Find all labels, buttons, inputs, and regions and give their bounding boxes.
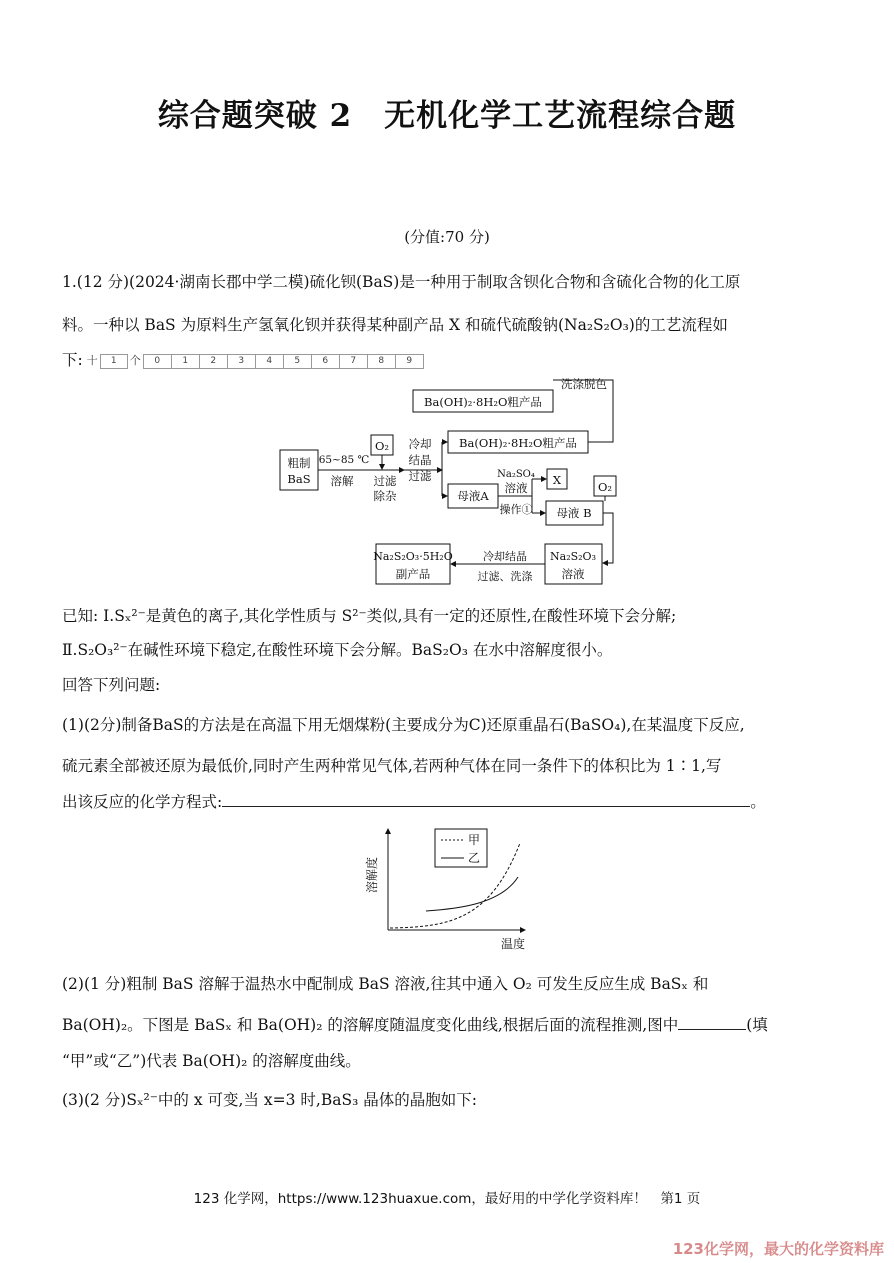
- p1-line3-wrap: [62, 790, 766, 812]
- label-temp: 65~85 ℃: [318, 454, 370, 466]
- p2-line1: (2)(1 分)粗制 BaS 溶解于温热水中配制成 BaS 溶液,往其中通入 O₂ 可发生反应生成 BaSₓ 和: [62, 975, 709, 993]
- label-product-1: Na₂S₂O₃·5H₂O: [373, 550, 453, 563]
- label-crude-bas-2: BaS: [287, 472, 311, 486]
- score-note: (分值:70 分): [404, 228, 490, 246]
- p2-line3: “甲”或“乙”)代表 Ba(OH)₂ 的溶解度曲线。: [62, 1052, 361, 1070]
- ruler-cell: 9: [395, 354, 424, 369]
- ruler-cell: 4: [255, 354, 284, 369]
- page-footer: 123 化学网，https://www.123huaxue.com，最好用的中学化学资料库！ 第1 页: [193, 1191, 701, 1207]
- label-x: X: [552, 473, 562, 487]
- q1-line1: 1.(12 分)(2024·湖南长郡中学二模)硫化钡(BaS)是一种用于制取含钡化合物和含硫化合物的化工原: [62, 273, 741, 291]
- q1-line3-wrap: [62, 348, 424, 370]
- watermark: 123化学网，最大的化学资料库: [672, 1240, 884, 1258]
- ruler-cell: 7: [339, 354, 368, 369]
- q1-line2: 料。一种以 BaS 为原料生产氢氧化钡并获得某种副产品 X 和硫代硫酸钠(Na₂S₂O₃)的工艺流程如: [62, 316, 728, 334]
- label-crude-product-mid: Ba(OH)₂·8H₂O粗产品: [459, 436, 577, 450]
- label-na2s2o3-2: 溶液: [561, 567, 585, 581]
- process-flow-diagram: [270, 378, 620, 590]
- label-solution: 溶液: [504, 481, 528, 495]
- label-product-2: 副产品: [395, 567, 431, 581]
- label-op1: 操作①: [499, 503, 533, 516]
- label-cool-3: 过滤: [408, 469, 432, 483]
- label-mother-a: 母液A: [457, 489, 489, 503]
- p2-line2a: Ba(OH)₂。下图是 BaSₓ 和 Ba(OH)₂ 的溶解度随温度变化曲线,根据后面的流程推测,图中: [62, 1016, 679, 1034]
- y-axis-label: 溶解度: [365, 856, 379, 894]
- curve-yi: [426, 877, 518, 911]
- p1-line1: (1)(2分)制备BaS的方法是在高温下用无烟煤粉(主要成分为C)还原重晶石(BaSO₄),在某温度下反应,: [62, 716, 745, 734]
- p1-end: 。: [750, 793, 766, 811]
- label-cool2-2: 过滤、洗涤: [477, 570, 533, 583]
- label-crude-bas-1: 粗制: [287, 456, 311, 470]
- ruler-cell: 2: [199, 354, 228, 369]
- x-axis-label: 温度: [501, 937, 526, 951]
- label-cool-1: 冷却: [408, 437, 432, 451]
- p3-line1: (3)(2 分)Sₓ²⁻中的 x 可变,当 x=3 时,BaS₃ 晶体的晶胞如下:: [62, 1091, 477, 1109]
- label-o2: O₂: [374, 439, 390, 453]
- label-o2b: O₂: [597, 480, 613, 494]
- answer-blank-equation[interactable]: [222, 806, 750, 807]
- q1-line3: 下:: [62, 351, 83, 369]
- legend-jia: 甲: [468, 833, 481, 847]
- ruler-cell: 十: [86, 353, 98, 367]
- label-cool2-1: 冷却结晶: [483, 550, 527, 563]
- ruler-cell: 3: [227, 354, 256, 369]
- p2-line2b: (填: [746, 1016, 768, 1034]
- ruler-cell: 5: [283, 354, 312, 369]
- p2-line2-wrap: [62, 1013, 768, 1035]
- ruler-cell: 6: [311, 354, 340, 369]
- answer-blank-curve[interactable]: [678, 1029, 746, 1030]
- ruler-cell: 1: [171, 354, 200, 369]
- label-cool-2: 结晶: [408, 453, 432, 467]
- ruler-cell: 个: [129, 353, 141, 367]
- p1-line2: 硫元素全部被还原为最低价,同时产生两种常见气体,若两种气体在同一条件下的体积比为 1∶1,写: [62, 757, 722, 775]
- label-na2s2o3-1: Na₂S₂O₃: [550, 550, 596, 563]
- solubility-graph: [360, 825, 535, 955]
- ruler-cell: 1: [100, 354, 128, 369]
- ruler-cell: 0: [143, 354, 172, 369]
- ruler-cell: 8: [367, 354, 396, 369]
- known-ii: Ⅱ.S₂O₃²⁻在碱性环境下稳定,在酸性环境下会分解。BaS₂O₃ 在水中溶解度很小。: [62, 641, 613, 659]
- label-na2so4: Na₂SO₄: [497, 469, 535, 480]
- digit-ruler: [85, 354, 424, 369]
- label-wash: 洗涤脱色: [561, 378, 607, 391]
- label-filter-2: 除杂: [373, 489, 397, 503]
- label-filter-1: 过滤: [373, 474, 397, 488]
- known-i: 已知: Ⅰ.Sₓ²⁻是黄色的离子,其化学性质与 S²⁻类似,具有一定的还原性,在酸性环境下会分解;: [62, 607, 677, 625]
- answer-intro: 回答下列问题:: [62, 676, 161, 694]
- label-mother-b: 母液 B: [556, 506, 592, 520]
- p1-line3: 出该反应的化学方程式:: [62, 793, 223, 811]
- page-title: 综合题突破 2 无机化学工艺流程综合题: [157, 98, 737, 134]
- label-dissolve: 溶解: [330, 474, 354, 488]
- label-crude-product-top: Ba(OH)₂·8H₂O粗产品: [424, 395, 542, 409]
- legend-yi: 乙: [468, 851, 481, 865]
